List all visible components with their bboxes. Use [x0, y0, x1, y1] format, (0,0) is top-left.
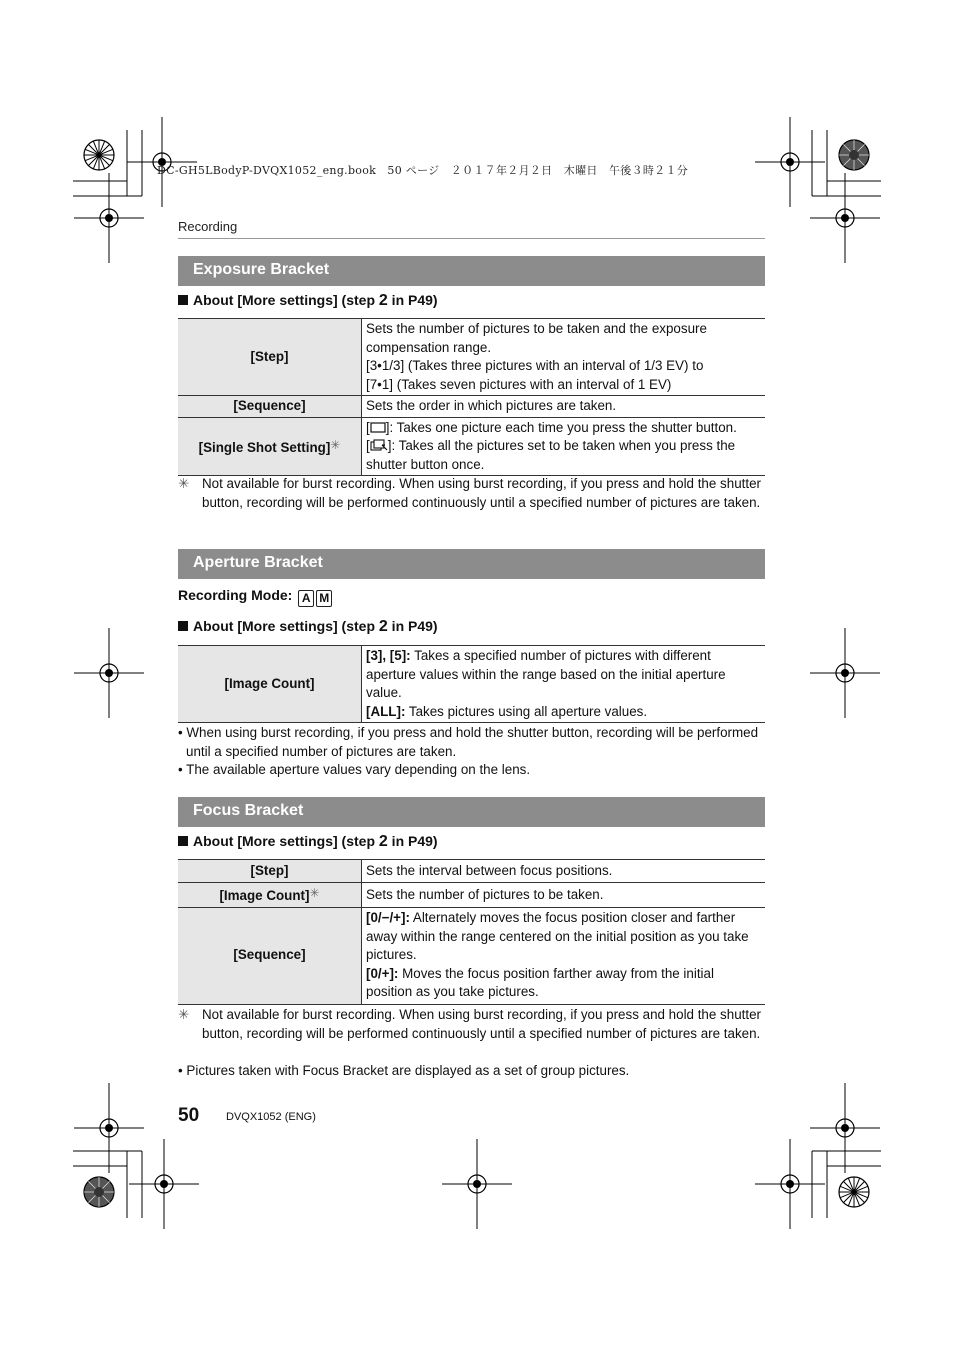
- row-key: [Sequence]: [178, 396, 362, 418]
- row-key: [Image Count]✳: [178, 883, 362, 908]
- row-value: Sets the order in which pictures are taken.: [362, 396, 766, 418]
- table-row: [178, 319, 765, 396]
- row-key: [Step]: [178, 860, 362, 883]
- table-row: [178, 860, 765, 883]
- table-row: [178, 907, 765, 1004]
- focus-bracket-heading: Focus Bracket: [178, 797, 765, 827]
- header-rule: [178, 238, 765, 239]
- burst-shot-icon: [370, 437, 388, 456]
- square-bullet-icon: [178, 295, 188, 305]
- row-key: [Single Shot Setting]✳: [178, 417, 362, 476]
- focus-footnote: ✳ Not available for burst recording. When using burst recording, if you press and hold the shutter button, recording will be performed continuously until a specified number of pictures are taken.: [178, 1007, 761, 1041]
- aperture-note-2: • The available aperture values vary depending on the lens.: [178, 762, 531, 777]
- single-shot-icon: [370, 419, 386, 438]
- aperture-subhead: About [More settings] (step 2 in P49): [178, 618, 438, 636]
- square-bullet-icon: [178, 836, 188, 846]
- exposure-subhead: About [More settings] (step 2 in P49): [178, 292, 438, 310]
- row-value: Sets the interval between focus positions.: [362, 860, 766, 883]
- row-value: Sets the number of pictures to be taken.: [362, 883, 766, 908]
- print-header: DC-GH5LBodyP-DVQX1052_eng.book 50 ページ ２０１７年２月２日 木曜日 午後３時２１分: [157, 164, 689, 177]
- aperture-settings-table: [178, 645, 765, 723]
- focus-note: • Pictures taken with Focus Bracket are displayed as a set of group pictures.: [178, 1063, 630, 1078]
- table-row: [178, 646, 765, 723]
- row-key: [Step]: [178, 319, 362, 396]
- exposure-footnote: ✳ Not available for burst recording. When using burst recording, if you press and hold the shutter button, recording will be performed continuously until a specified number of pictures are taken.: [178, 476, 761, 510]
- asterisk-mark: ✳: [178, 476, 190, 491]
- mode-a-icon: A: [298, 590, 314, 607]
- focus-settings-table: [178, 859, 765, 1005]
- row-key: [Sequence]: [178, 907, 362, 1004]
- table-row: [178, 417, 765, 476]
- table-row: [178, 883, 765, 908]
- row-value: [3], [5]: Takes a specified number of pictures with different aperture values within the range based on the initial aperture value. [ALL]: Takes pictures using all aperture values.: [362, 646, 766, 723]
- row-value: Sets the number of pictures to be taken and the exposure compensation range. [3•1/3] (Takes three pictures with an interval of 1/3 EV) to [7•1] (Takes seven pictures with an interval of 1 EV): [362, 319, 766, 396]
- square-bullet-icon: [178, 621, 188, 631]
- recording-mode-line: Recording Mode: A M: [178, 587, 332, 607]
- table-row: [178, 396, 765, 418]
- aperture-note-1: • When using burst recording, if you press and hold the shutter button, recording will be performed until a specified number of pictures are taken.: [178, 725, 759, 759]
- aperture-bracket-heading: Aperture Bracket: [178, 549, 765, 579]
- row-value: [0/−/+]: Alternately moves the focus position closer and farther away within the range centered on the initial position as you take pictures. [0/+]: Moves the focus position farther away from the initial position as you take pictures.: [362, 907, 766, 1004]
- asterisk-mark: ✳: [178, 1007, 190, 1022]
- section-label: Recording: [178, 219, 238, 234]
- mode-m-icon: M: [316, 590, 332, 607]
- exposure-settings-table: [178, 318, 765, 476]
- focus-subhead: About [More settings] (step 2 in P49): [178, 833, 438, 851]
- document-code: DVQX1052 (ENG): [226, 1111, 316, 1123]
- row-key: [Image Count]: [178, 646, 362, 723]
- row-value: [ ]: Takes one picture each time you press the shutter button. [ ]: Takes all the pictures set to be taken when you press the shutter button once.: [362, 417, 766, 476]
- exposure-bracket-heading: Exposure Bracket: [178, 256, 765, 286]
- page-number: 50: [178, 1105, 200, 1126]
